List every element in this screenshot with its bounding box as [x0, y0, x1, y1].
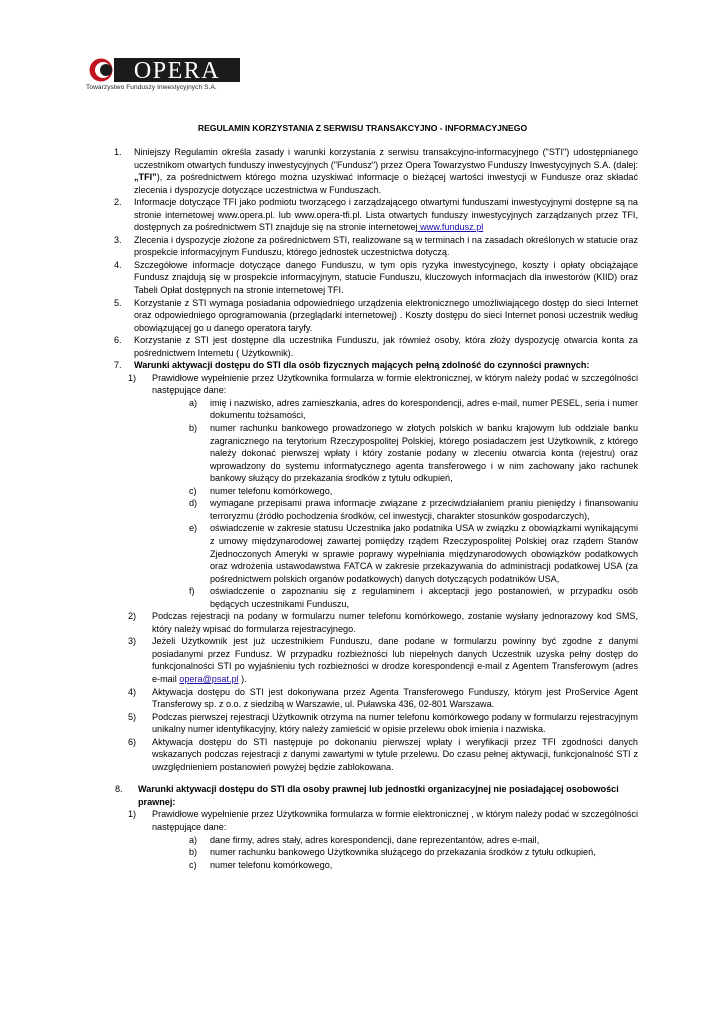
letter-item-e [117, 522, 638, 585]
item-heading: Warunki aktywacji dostępu do STI dla osób fizycznych mających pełną zdolność do czynności prawnych: [134, 360, 590, 371]
item-number: 5. [114, 297, 122, 308]
list-item-4 [114, 259, 638, 297]
letter-item-8b [117, 846, 638, 859]
sub-number: 5) [128, 711, 137, 722]
sub-text: Aktywacja dostępu do STI jest dokonywana przez Agenta Transferowego Funduszy, którym jest ProService Agent Transferowy sp. z o.o. z siedzibą w Warszawie, ul. Puławska 436, 02-801 Warszawa. [152, 686, 638, 710]
sub-number: 3) [128, 636, 137, 647]
letter-text: imię i nazwisko, adres zamieszkania, adres do korespondencji, adres e-mail, numer PESEL, seria i numer dokumentu tożsamości, [210, 397, 638, 421]
item-bold: „TFI” [134, 172, 157, 183]
sub-item-7-5 [117, 711, 638, 736]
letter-item-8a [117, 834, 638, 847]
letter-number: a) [189, 397, 198, 408]
document-title: REGULAMIN KORZYSTANIA Z SERWISU TRANSAKCYJNO - INFORMACYJNEGO [197, 123, 528, 133]
letter-number: c) [189, 485, 197, 496]
item-text: Korzystanie z STI wymaga posiadania odpowiedniego urządzenia elektronicznego umożliwiającego dostęp do sieci Internet oraz odpowiedniego oprogramowania (przeglądarki internetowej) . Koszty dostępu do sieci Internet ponosi uczestnik według obowiązującej go u danego operatora taryfy. [134, 297, 638, 333]
letter-number: b) [189, 847, 198, 858]
sub-item-8-1 [117, 808, 638, 833]
sub-number: 2) [128, 611, 137, 622]
svg-text:OPERA: OPERA [133, 58, 221, 84]
letter-number: d) [189, 498, 198, 509]
sub-number: 1) [128, 809, 137, 820]
item-text: Informacje dotyczące TFI jako podmiotu tworzącego i zarządzającego otwartymi funduszami inwestycyjnymi dostępne są na stronie internetowej www.opera.pl. lub www.opera-tfi.pl. Lista otwartych funduszy inwestycyjnych zarządzanych przez TFI, dostępnych za pośrednictwem STI znajduje się na stronie internetowej [134, 197, 638, 233]
opera-logo [86, 56, 246, 104]
letter-text: numer telefonu komórkowego, [210, 859, 333, 870]
item-number: 1. [114, 147, 122, 157]
letter-item-8c [117, 859, 638, 872]
letter-number: a) [189, 834, 198, 845]
item-text: Korzystanie z STI jest dostępne dla uczestnika Funduszu, jak również osoby, która złoży dyspozycję otwarcia konta za pośrednictwem Internetu ( Użytkownik). [134, 335, 638, 358]
sub-item-7-3 [117, 635, 638, 685]
letter-number: b) [189, 423, 198, 434]
item-text: Niniejszy Regulamin określa zasady i warunki korzystania z serwisu transakcyjno-informacyjnego ("STI") udostępnianego uczestnikom otwartych funduszy inwestycyjnych ("Fundusz") przez Opera Towarzystwo Funduszy Inwestycyjnych S.A. (dalej: [134, 147, 638, 170]
sub-item-7-1 [117, 372, 638, 397]
sub-text-2: ). [238, 673, 247, 684]
letter-item-f [117, 585, 638, 610]
logo-subtitle: Towarzystwo Funduszy Inwestycyjnych S.A. [86, 84, 217, 91]
sub-number: 6) [128, 736, 137, 747]
item-number: 2. [114, 197, 122, 208]
letter-item-d [117, 497, 638, 522]
list-item-1 [114, 146, 638, 196]
list-item-3 [114, 234, 638, 259]
letter-text: oświadczenie o zapoznaniu się z regulaminem i akceptacji jego postanowień, w przypadku osób będących uczestnikami Funduszu, [210, 586, 638, 609]
item-heading: Warunki aktywacji dostępu do STI dla osoby prawnej lub jednostki organizacyjnej nie posiadającej osobowości prawnej: [138, 784, 619, 807]
letter-text: wymagane przepisami prawa informacje związane z przeciwdziałaniem praniu pieniędzy i finansowaniu terroryzmu (źródło pochodzenia środków, cel inwestycji, charakter stosunków gospodarczych), [210, 498, 638, 521]
sub-text: Jeżeli Użytkownik jest już uczestnikiem Funduszu, dane podane w formularzu powinny być zgodne z danymi posiadanymi przez Fundusz. W przypadku rozbieżności lub niepełnych danych Uczestnik uzyska pełny dostęp do funkcjonalności STI po wyjaśnieniu tych rozbieżności w drodze korespondencji e-mail z Agentem Transferowym (adres e-mail [152, 636, 638, 684]
sub-text: Podczas rejestracji na podany w formularzu numer telefonu komórkowego, zostanie wysłany jednorazowy kod SMS, który należy wpisać do formularza rejestracyjnego. [152, 611, 638, 634]
item-text: Zlecenia i dyspozycje złożone za pośrednictwem STI, realizowane są w terminach i na zasadach określonych w statucie oraz prospekcie informacyjnym Funduszu, którego jednostek uczestnictwa dotyczą. [134, 234, 638, 258]
item-number: 4. [114, 259, 122, 270]
sub-item-7-6 [117, 736, 638, 774]
section-gap [117, 773, 638, 783]
item-number: 8. [115, 784, 123, 795]
sub-item-7-4 [117, 686, 638, 711]
list-item-2 [114, 196, 638, 234]
sub-number: 1) [128, 372, 137, 383]
letter-text: oświadczenie w zakresie statusu Uczestnika jako podatnika USA w związku z obowiązkami wynikającymi z umowy międzynarodowej zawartej pomiędzy rządem Rzeczypospolitej Polskiej oraz rządem Stanów Zjednoczonych Ameryki w sprawie poprawy wypełniania międzynarodowych obowiązków podatkowych oraz wdrożenia ustawodawstwa FATCA w zakresie przekazywania do administracji podatkowej USA (za pośrednictwem polskich organów podatkowych) danych dotyczących podatników USA, [210, 523, 638, 584]
sub-text: Aktywacja dostępu do STI następuje po dokonaniu pierwszej wpłaty i weryfikacji przez TFI zgodności danych wskazanych podczas rejestracji z danymi zawartymi w tytule przelewu. Do czasu pełnej aktywacji, funkcjonalność STI z uwzględnieniem postanowień powyżej będzie zablokowana. [152, 736, 638, 772]
item-text: Szczegółowe informacje dotyczące danego Funduszu, w tym opis ryzyka inwestycyjnego, koszty i opłaty obciążające Fundusz znajdują się w prospekcie informacyjnym, statucie Funduszu, kluczowych informacjach dla inwestorów (KIID) oraz Tabeli Opłat dostępnych na stronie internetowej TFI. [134, 259, 638, 296]
list-item-6 [114, 334, 638, 359]
item-number: 7. [114, 360, 122, 371]
list-item-8 [115, 783, 638, 808]
letter-item-c [117, 485, 638, 498]
email-link[interactable]: opera@psat.pl [179, 673, 239, 684]
letter-text: numer rachunku bankowego prowadzonego w złotych polskich w banku krajowym lub oddziale banku zagranicznego na terytorium Rzeczypospolitej Polskiej, którego posiadaczem jest Użytkownik, z którego należy dokonać pierwszej wpłaty i który zostanie podany w zleceniu otwarcia konta (rejestru) oraz wprowadzony do systemu informatycznego agenta transferowego i w nim zachowany jako rachunek bankowy służący do przekazania środków z tytułu odkupień, [210, 423, 638, 484]
item-number: 6. [114, 335, 122, 346]
letter-number: e) [189, 523, 198, 534]
sub-text: Podczas pierwszej rejestracji Użytkownik otrzyma na numer telefonu komórkowego podany w formularzu rejestracyjnym unikalny numer identyfikacyjny, który należy zamieścić w opisie przelewu obok imienia i nazwiska. [152, 711, 638, 735]
item-number: 3. [114, 234, 122, 245]
sub-text: Prawidłowe wypełnienie przez Użytkownika formularza w formie elektronicznej, w którym należy podać w szczególności następujące dane: [152, 372, 638, 396]
list-item-7 [114, 359, 638, 372]
list-item-5 [114, 297, 638, 335]
letter-number: f) [189, 586, 195, 597]
sub-number: 4) [128, 686, 137, 697]
letter-item-b [117, 422, 638, 485]
document-body [114, 146, 638, 871]
fundusz-link[interactable]: www.fundusz.pl [417, 222, 484, 233]
sub-item-7-2 [117, 610, 638, 635]
item-text-2: ), za pośrednictwem którego można uzyskiwać informacje o bieżącej wartości inwestycji w Fundusze oraz składać zlecenia i dyspozycje dotyczące uczestnictwa w Funduszach. [134, 172, 638, 195]
letter-text: numer rachunku bankowego Użytkownika służącego do przekazania środków z tytułu odkupień, [210, 847, 596, 858]
sub-text: Prawidłowe wypełnienie przez Użytkownika formularza w formie elektronicznej , w którym należy podać w szczególności następujące dane: [152, 809, 638, 832]
letter-text: dane firmy, adres stały, adres korespondencji, dane reprezentantów, adres e-mail, [210, 834, 540, 845]
letter-number: c) [189, 859, 197, 870]
letter-item-a [117, 397, 638, 422]
opera-logo-mark [86, 56, 246, 86]
letter-text: numer telefonu komórkowego, [210, 485, 333, 496]
